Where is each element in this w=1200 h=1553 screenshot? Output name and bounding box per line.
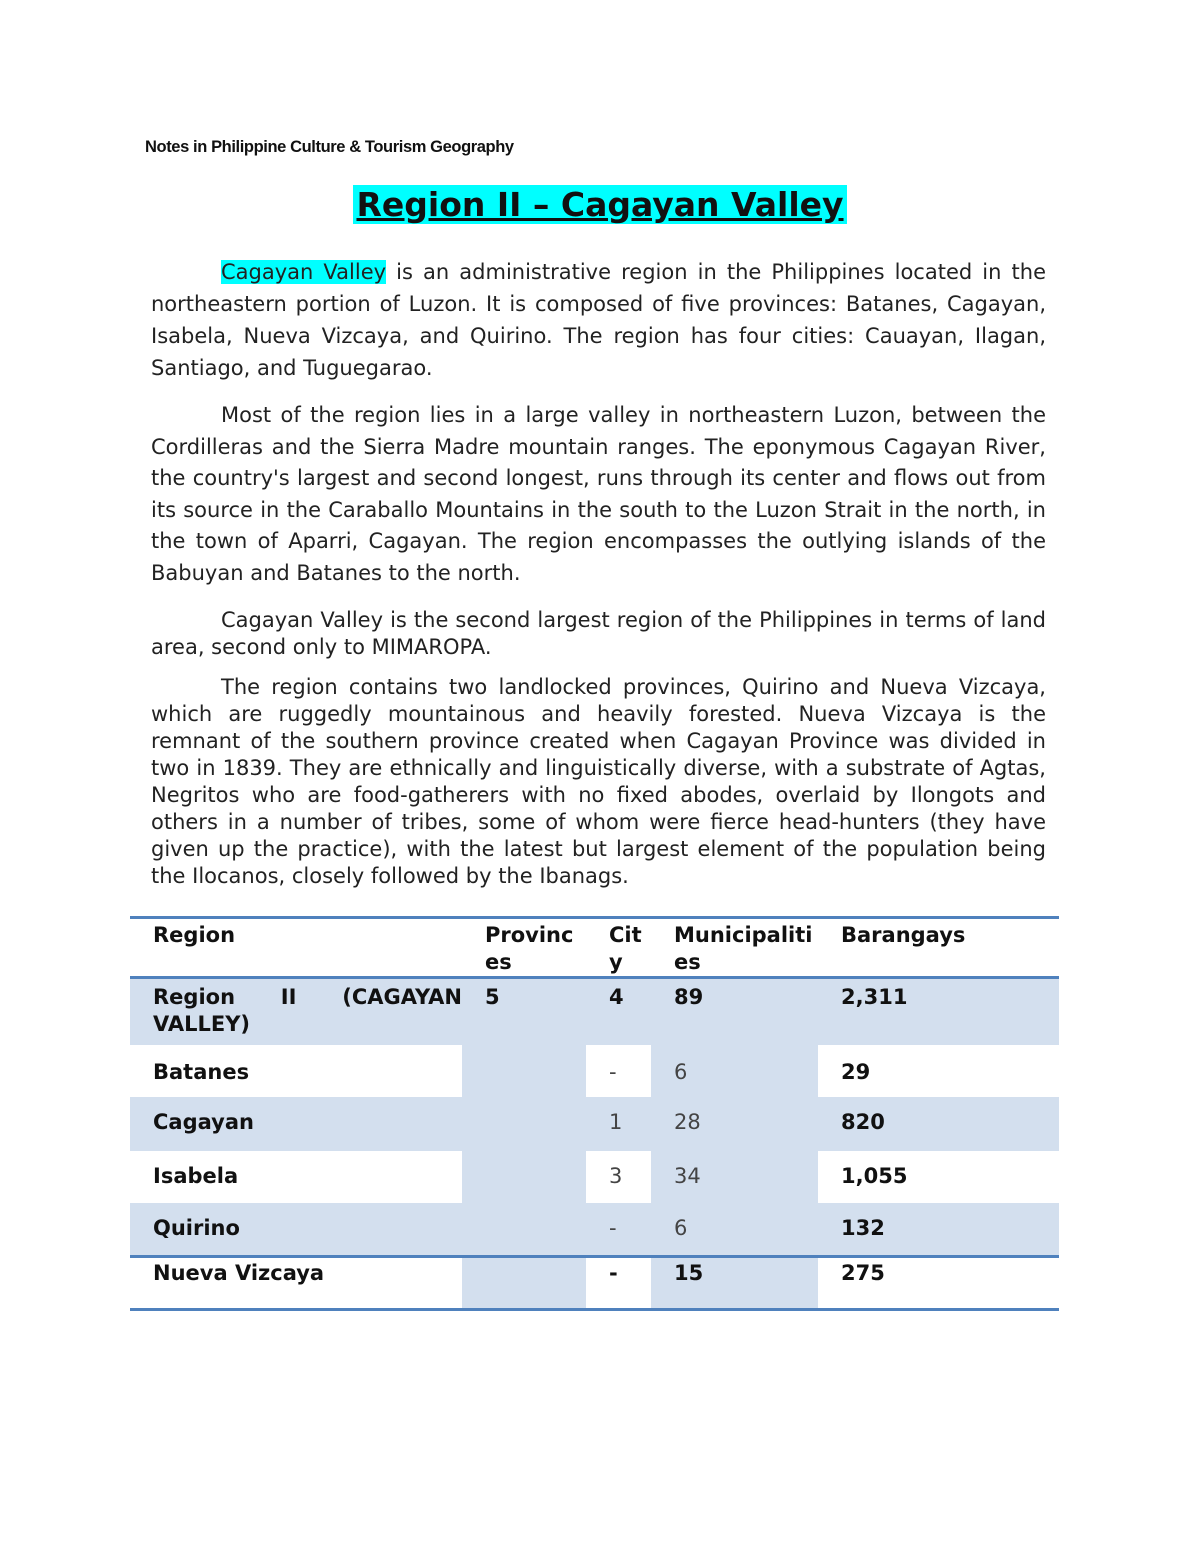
provinces-cell: [462, 1151, 586, 1203]
provinces-cell: [462, 1097, 586, 1151]
header-cell: Cit y: [586, 918, 651, 978]
province-name-cell: Batanes: [130, 1045, 462, 1097]
provinces-cell: [462, 1203, 586, 1257]
cities-cell: -: [586, 1203, 651, 1257]
header-note: Notes in Philippine Culture & Tourism Geography: [145, 138, 514, 156]
province-name-cell: Cagayan: [130, 1097, 462, 1151]
cities-cell: 4: [586, 978, 651, 1045]
paragraph-1: [151, 256, 1046, 384]
barangays-cell: 275: [818, 1257, 1059, 1310]
region-name-cell: Region II (CAGAYAN VALLEY): [130, 978, 462, 1045]
barangays-cell: 2,311: [818, 978, 1059, 1045]
barangays-cell: 29: [818, 1045, 1059, 1097]
highlighted-term: Cagayan Valley: [221, 260, 387, 284]
paragraph-3: Cagayan Valley is the second largest region of the Philippines in terms of land area, second only to MIMAROPA.: [151, 608, 1046, 659]
municipalities-cell: 89: [651, 978, 818, 1045]
region-stats-table: [130, 916, 1059, 1311]
cities-cell: 1: [586, 1097, 651, 1151]
municipalities-cell: 15: [651, 1257, 818, 1310]
municipalities-cell: 28: [651, 1097, 818, 1151]
paragraph-2: Most of the region lies in a large valley in northeastern Luzon, between the Cordilleras and the Sierra Madre mountain ranges. The eponymous Cagayan River, the country's largest and second longest, runs through its center and flows out from its source in the Caraballo Mountains in the south to the Luzon Strait in the north, in the town of Aparri, Cagayan. The region encompasses the outlying islands of the Babuyan and Batanes to the north.: [151, 403, 1046, 585]
barangays-cell: 1,055: [818, 1151, 1059, 1203]
cities-cell: -: [586, 1045, 651, 1097]
provinces-cell: 5: [462, 978, 586, 1045]
table-header-row: [130, 918, 1059, 978]
municipalities-cell: 6: [651, 1045, 818, 1097]
municipalities-cell: 34: [651, 1151, 818, 1203]
municipalities-cell: 6: [651, 1203, 818, 1257]
cities-cell: -: [586, 1257, 651, 1310]
province-name-cell: Quirino: [130, 1203, 462, 1257]
table-row: [130, 1257, 1059, 1310]
page-title: Region II – Cagayan Valley: [353, 185, 846, 224]
header-cell: Region: [130, 918, 462, 978]
header-cell: Barangays: [818, 918, 1059, 978]
paragraph-1-text: is an administrative region in the Philippines located in the northeastern portion of Luzon. It is composed of five provinces: Batanes, Cagayan, Isabela, Nueva Vizcaya, and Quirino. The region has four cities: Cauayan, Ilagan, Santiago, and Tuguegarao.: [151, 260, 1046, 380]
table-row: [130, 1151, 1059, 1203]
barangays-cell: 132: [818, 1203, 1059, 1257]
page-title-wrapper: [0, 184, 1200, 226]
cities-cell: 3: [586, 1151, 651, 1203]
table-row: [130, 978, 1059, 1045]
table-row: [130, 1203, 1059, 1257]
table-row: [130, 1045, 1059, 1097]
province-name-cell: Isabela: [130, 1151, 462, 1203]
provinces-cell: [462, 1257, 586, 1310]
barangays-cell: 820: [818, 1097, 1059, 1151]
province-name-cell: Nueva Vizcaya: [130, 1257, 462, 1310]
table-row: [130, 1097, 1059, 1151]
header-cell: Provinc es: [462, 918, 586, 978]
provinces-cell: [462, 1045, 586, 1097]
header-cell: Municipaliti es: [651, 918, 818, 978]
paragraph-4: The region contains two landlocked provinces, Quirino and Nueva Vizcaya, which are ruggedly mountainous and heavily forested. Nueva Vizcaya is the remnant of the southern province created when Cagayan Province was divided in two in 1839. They are ethnically and linguistically diverse, with a substrate of Agtas, Negritos who are food-gatherers with no fixed abodes, overlaid by Ilongots and others in a number of tribes, some of whom were fierce head-hunters (they have given up the practice), with the latest but largest element of the population being the Ilocanos, closely followed by the Ibanags.: [151, 675, 1046, 888]
